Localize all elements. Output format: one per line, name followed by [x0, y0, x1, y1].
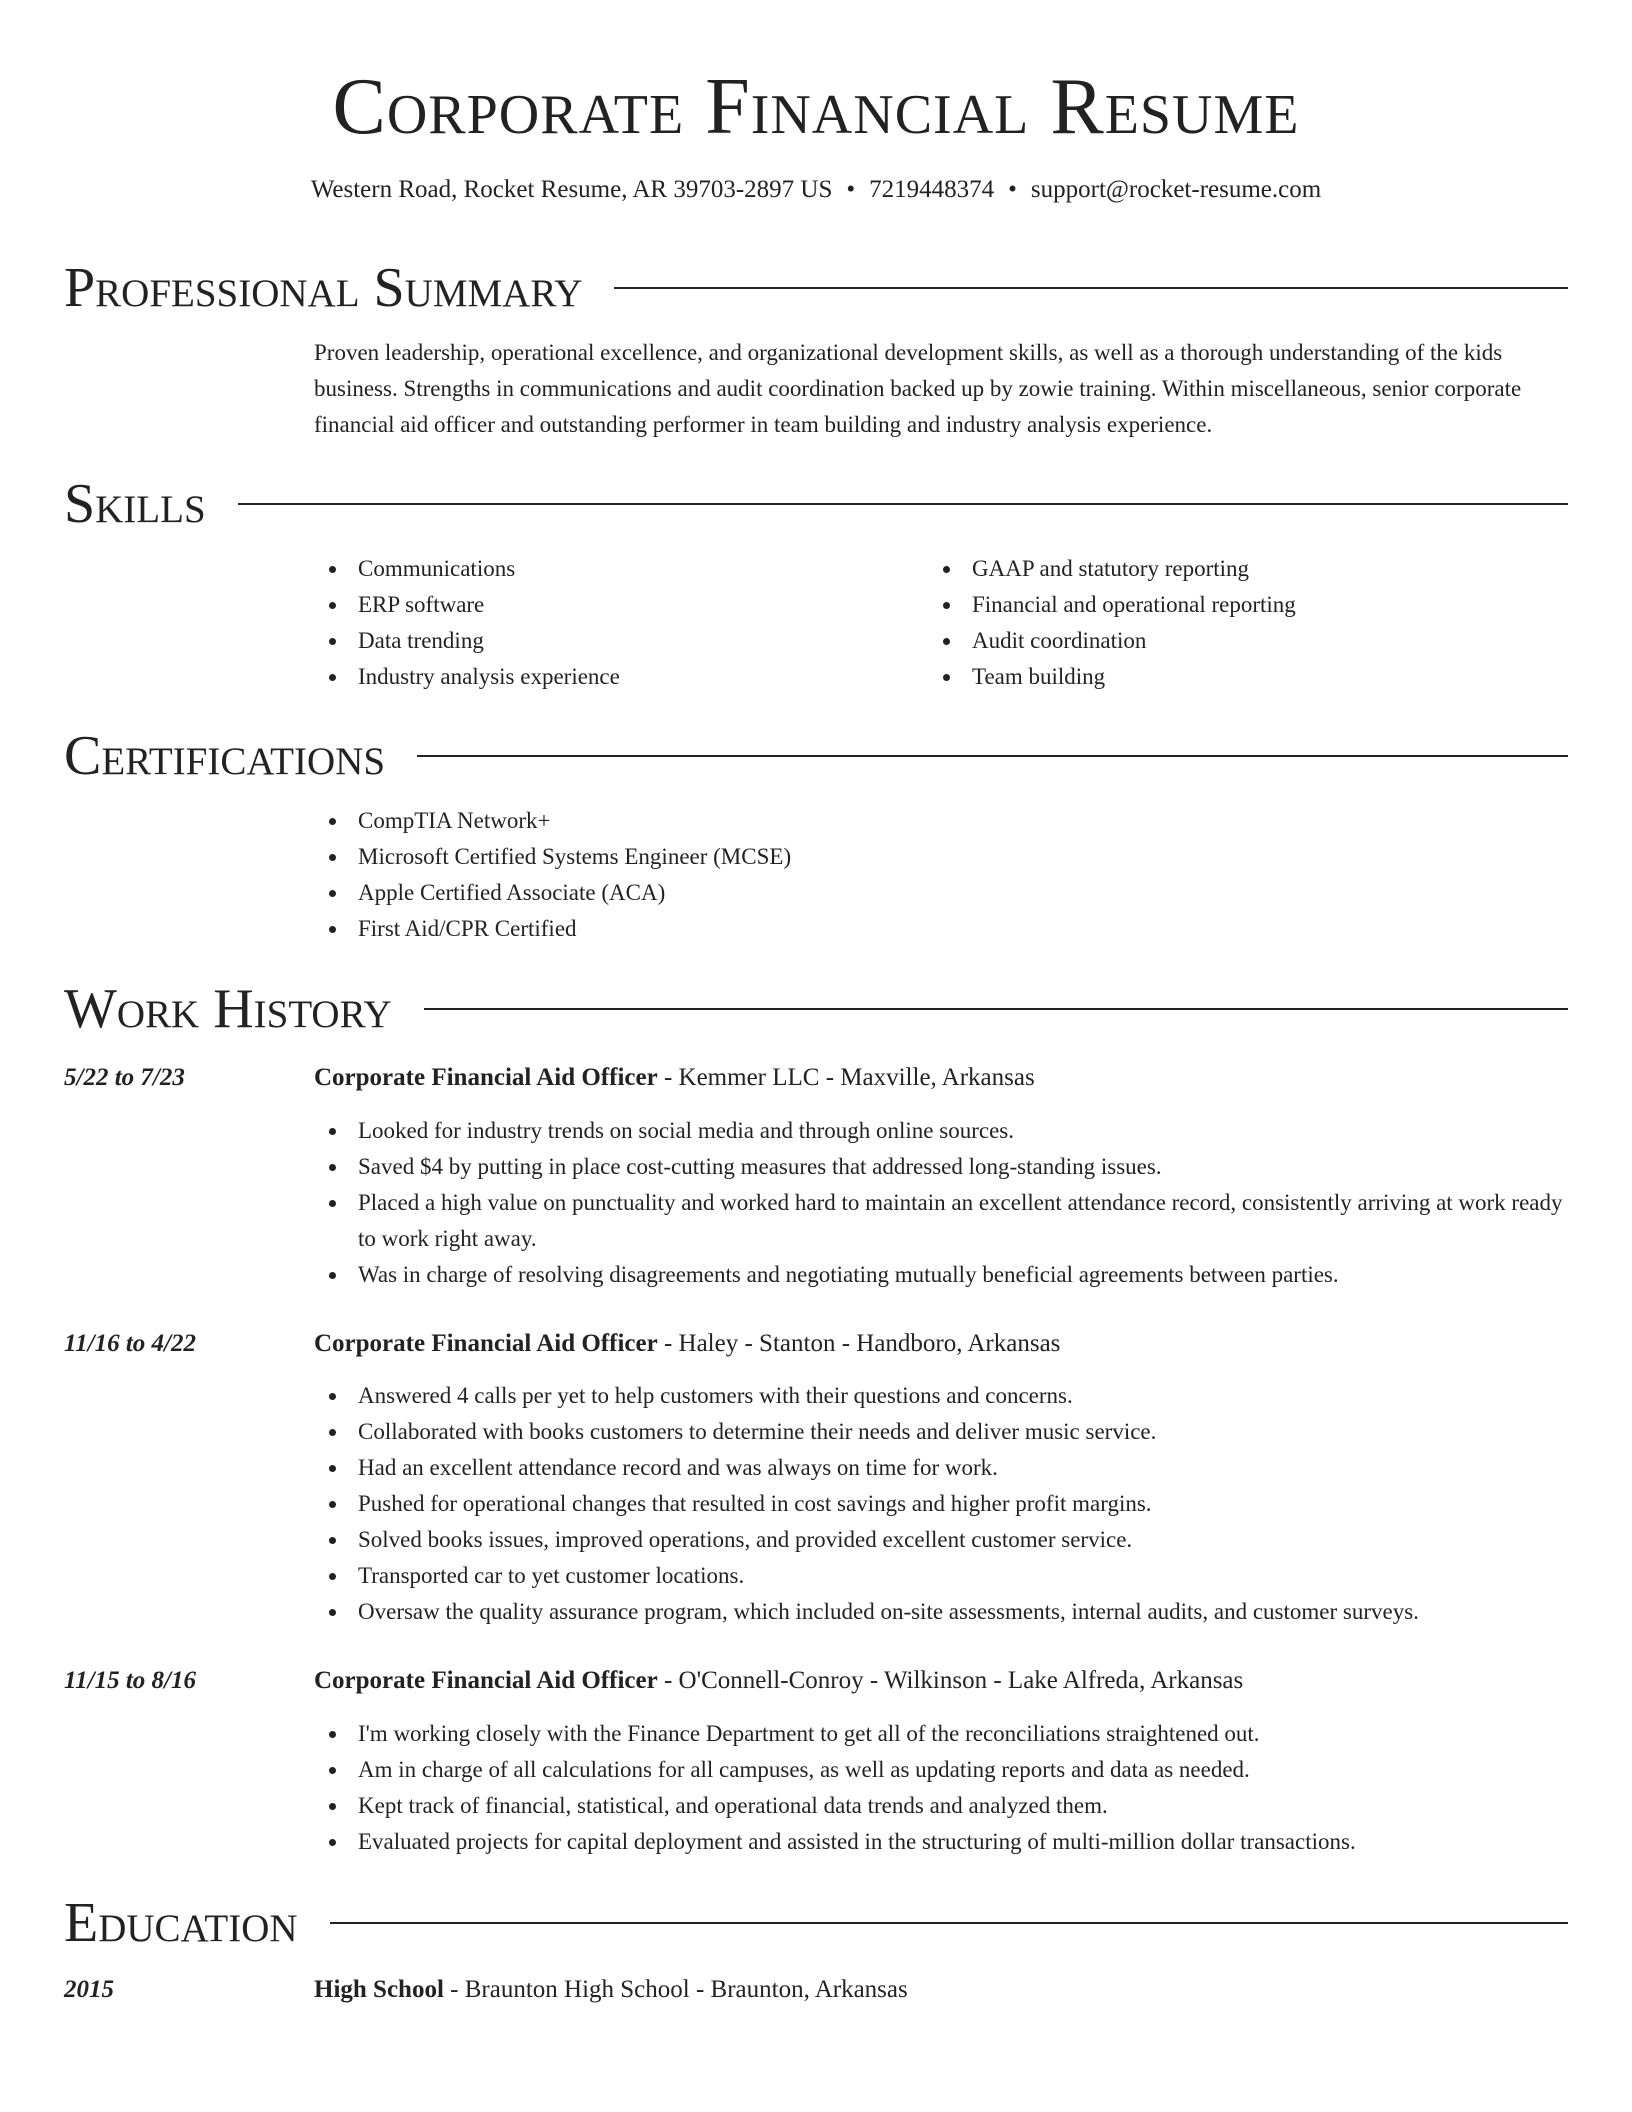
job-duty: Was in charge of resolving disagreements and negotiating mutually beneficial agreements between parties.: [314, 1257, 1568, 1293]
contact-line: [0, 174, 1632, 206]
education-section-header: [64, 1891, 1568, 1955]
bullet-icon: [329, 602, 336, 609]
bullet-icon: [329, 890, 336, 897]
job-duty: Am in charge of all calculations for all campuses, as well as updating reports and data as needed.: [314, 1752, 1568, 1788]
summary-section-header: [64, 256, 1568, 320]
job-duty: Answered 4 calls per yet to help customers with their questions and concerns.: [314, 1378, 1568, 1414]
certifications-list: [314, 803, 1568, 947]
skills-list-right: [928, 551, 1528, 695]
job-dates: 11/16 to 4/22: [64, 1330, 196, 1357]
bullet-icon: [329, 1128, 336, 1135]
education-heading: Education: [64, 1892, 298, 1954]
section-divider: [238, 503, 1568, 505]
job-duty: Had an excellent attendance record and was always on time for work.: [314, 1450, 1568, 1486]
contact-email[interactable]: support@rocket-resume.com: [1030, 176, 1322, 203]
certifications-heading: Certifications: [64, 725, 386, 787]
bullet-icon: [943, 602, 950, 609]
job-duties-list: [314, 1378, 1568, 1630]
section-divider: [330, 1922, 1568, 1924]
contact-separator: •: [846, 176, 856, 203]
bullet-icon: [329, 674, 336, 681]
job-title: Corporate Financial Aid Officer: [314, 1064, 658, 1091]
job-title: Corporate Financial Aid Officer: [314, 1330, 658, 1357]
section-divider: [614, 287, 1568, 289]
bullet-icon: [329, 854, 336, 861]
bullet-icon: [329, 818, 336, 825]
section-divider: [424, 1008, 1568, 1010]
job-duty: Transported car to yet customer locations.: [314, 1558, 1568, 1594]
job-duty: Collaborated with books customers to determine their needs and deliver music service.: [314, 1414, 1568, 1450]
bullet-icon: [329, 566, 336, 573]
bullet-icon: [943, 674, 950, 681]
job-duty: Saved $4 by putting in place cost-cutting measures that addressed long-standing issues.: [314, 1149, 1568, 1185]
bullet-icon: [329, 1429, 336, 1436]
job-title: Corporate Financial Aid Officer: [314, 1667, 658, 1694]
job-heading: [314, 1060, 1568, 1096]
bullet-icon: [329, 1465, 336, 1472]
job-duty: Looked for industry trends on social media and through online sources.: [314, 1113, 1568, 1149]
certification-item: Microsoft Certified Systems Engineer (MCSE): [314, 839, 1568, 875]
job-employer: - Haley - Stanton - Handboro, Arkansas: [657, 1330, 1061, 1357]
education-year: 2015: [64, 1976, 114, 2003]
bullet-icon: [329, 1164, 336, 1171]
job-duty: I'm working closely with the Finance Department to get all of the reconciliations straightened out.: [314, 1716, 1568, 1752]
bullet-icon: [329, 1767, 336, 1774]
education-school: - Braunton High School - Braunton, Arkansas: [443, 1976, 908, 2003]
resume-name: Corporate Financial Resume: [332, 63, 1300, 151]
job-duty: Evaluated projects for capital deployment and assisted in the structuring of multi-million dollar transactions.: [314, 1824, 1568, 1860]
job-employer: - O'Connell-Conroy - Wilkinson - Lake Alfreda, Arkansas: [657, 1667, 1244, 1694]
skills-heading: Skills: [64, 473, 206, 535]
bullet-icon: [329, 1839, 336, 1846]
bullet-icon: [329, 1537, 336, 1544]
skill-item: Team building: [928, 659, 1528, 695]
skills-section-header: [64, 472, 1568, 536]
work-history-heading: Work History: [64, 978, 392, 1040]
job-duty: Oversaw the quality assurance program, which included on-site assessments, internal audits, and customer surveys.: [314, 1594, 1568, 1630]
skill-item: ERP software: [314, 587, 914, 623]
bullet-icon: [329, 926, 336, 933]
skill-item: Communications: [314, 551, 914, 587]
education-entry: [314, 1972, 1568, 2008]
summary-text: Proven leadership, operational excellence, and organizational development skills, as well as a thorough understanding of the kids business. Strengths in communications and audit coordination backed up by zowie training. Within miscellaneous, senior corporate financial aid officer and outstanding performer in team building and industry analysis experience.: [314, 340, 1522, 437]
job-duties-list: [314, 1716, 1568, 1860]
job-duty: Kept track of financial, statistical, and operational data trends and analyzed them.: [314, 1788, 1568, 1824]
job-dates: 11/15 to 8/16: [64, 1667, 196, 1694]
job-duty: Pushed for operational changes that resulted in cost savings and higher profit margins.: [314, 1486, 1568, 1522]
education-degree: High School: [314, 1976, 444, 2003]
skills-list-left: [314, 551, 914, 695]
certifications-section-header: [64, 724, 1568, 788]
bullet-icon: [329, 638, 336, 645]
skill-item: Audit coordination: [928, 623, 1528, 659]
bullet-icon: [943, 566, 950, 573]
skill-item: Industry analysis experience: [314, 659, 914, 695]
job-duty: Placed a high value on punctuality and worked hard to maintain an excellent attendance record, consistently arriving at work ready to work right away.: [314, 1185, 1568, 1257]
skill-item: Financial and operational reporting: [928, 587, 1528, 623]
contact-phone: 7219448374: [869, 176, 995, 203]
certification-item: Apple Certified Associate (ACA): [314, 875, 1568, 911]
job-duty: Solved books issues, improved operations, and provided excellent customer service.: [314, 1522, 1568, 1558]
summary-heading: Professional Summary: [64, 257, 583, 319]
job-heading: [314, 1326, 1568, 1362]
certification-item: CompTIA Network+: [314, 803, 1568, 839]
bullet-icon: [329, 1501, 336, 1508]
skill-item: Data trending: [314, 623, 914, 659]
bullet-icon: [329, 1393, 336, 1400]
job-heading: [314, 1663, 1568, 1699]
bullet-icon: [329, 1573, 336, 1580]
skill-item: GAAP and statutory reporting: [928, 551, 1528, 587]
section-divider: [417, 755, 1568, 757]
bullet-icon: [329, 1609, 336, 1616]
job-duties-list: [314, 1113, 1568, 1293]
bullet-icon: [329, 1200, 336, 1207]
certification-item: First Aid/CPR Certified: [314, 911, 1568, 947]
work-history-section-header: [64, 977, 1568, 1041]
job-employer: - Kemmer LLC - Maxville, Arkansas: [657, 1064, 1035, 1091]
contact-address: Western Road, Rocket Resume, AR 39703-2897 US: [310, 176, 833, 203]
bullet-icon: [329, 1731, 336, 1738]
bullet-icon: [329, 1272, 336, 1279]
bullet-icon: [329, 1803, 336, 1810]
bullet-icon: [943, 638, 950, 645]
contact-separator: •: [1008, 176, 1017, 203]
job-dates: 5/22 to 7/23: [64, 1064, 185, 1091]
